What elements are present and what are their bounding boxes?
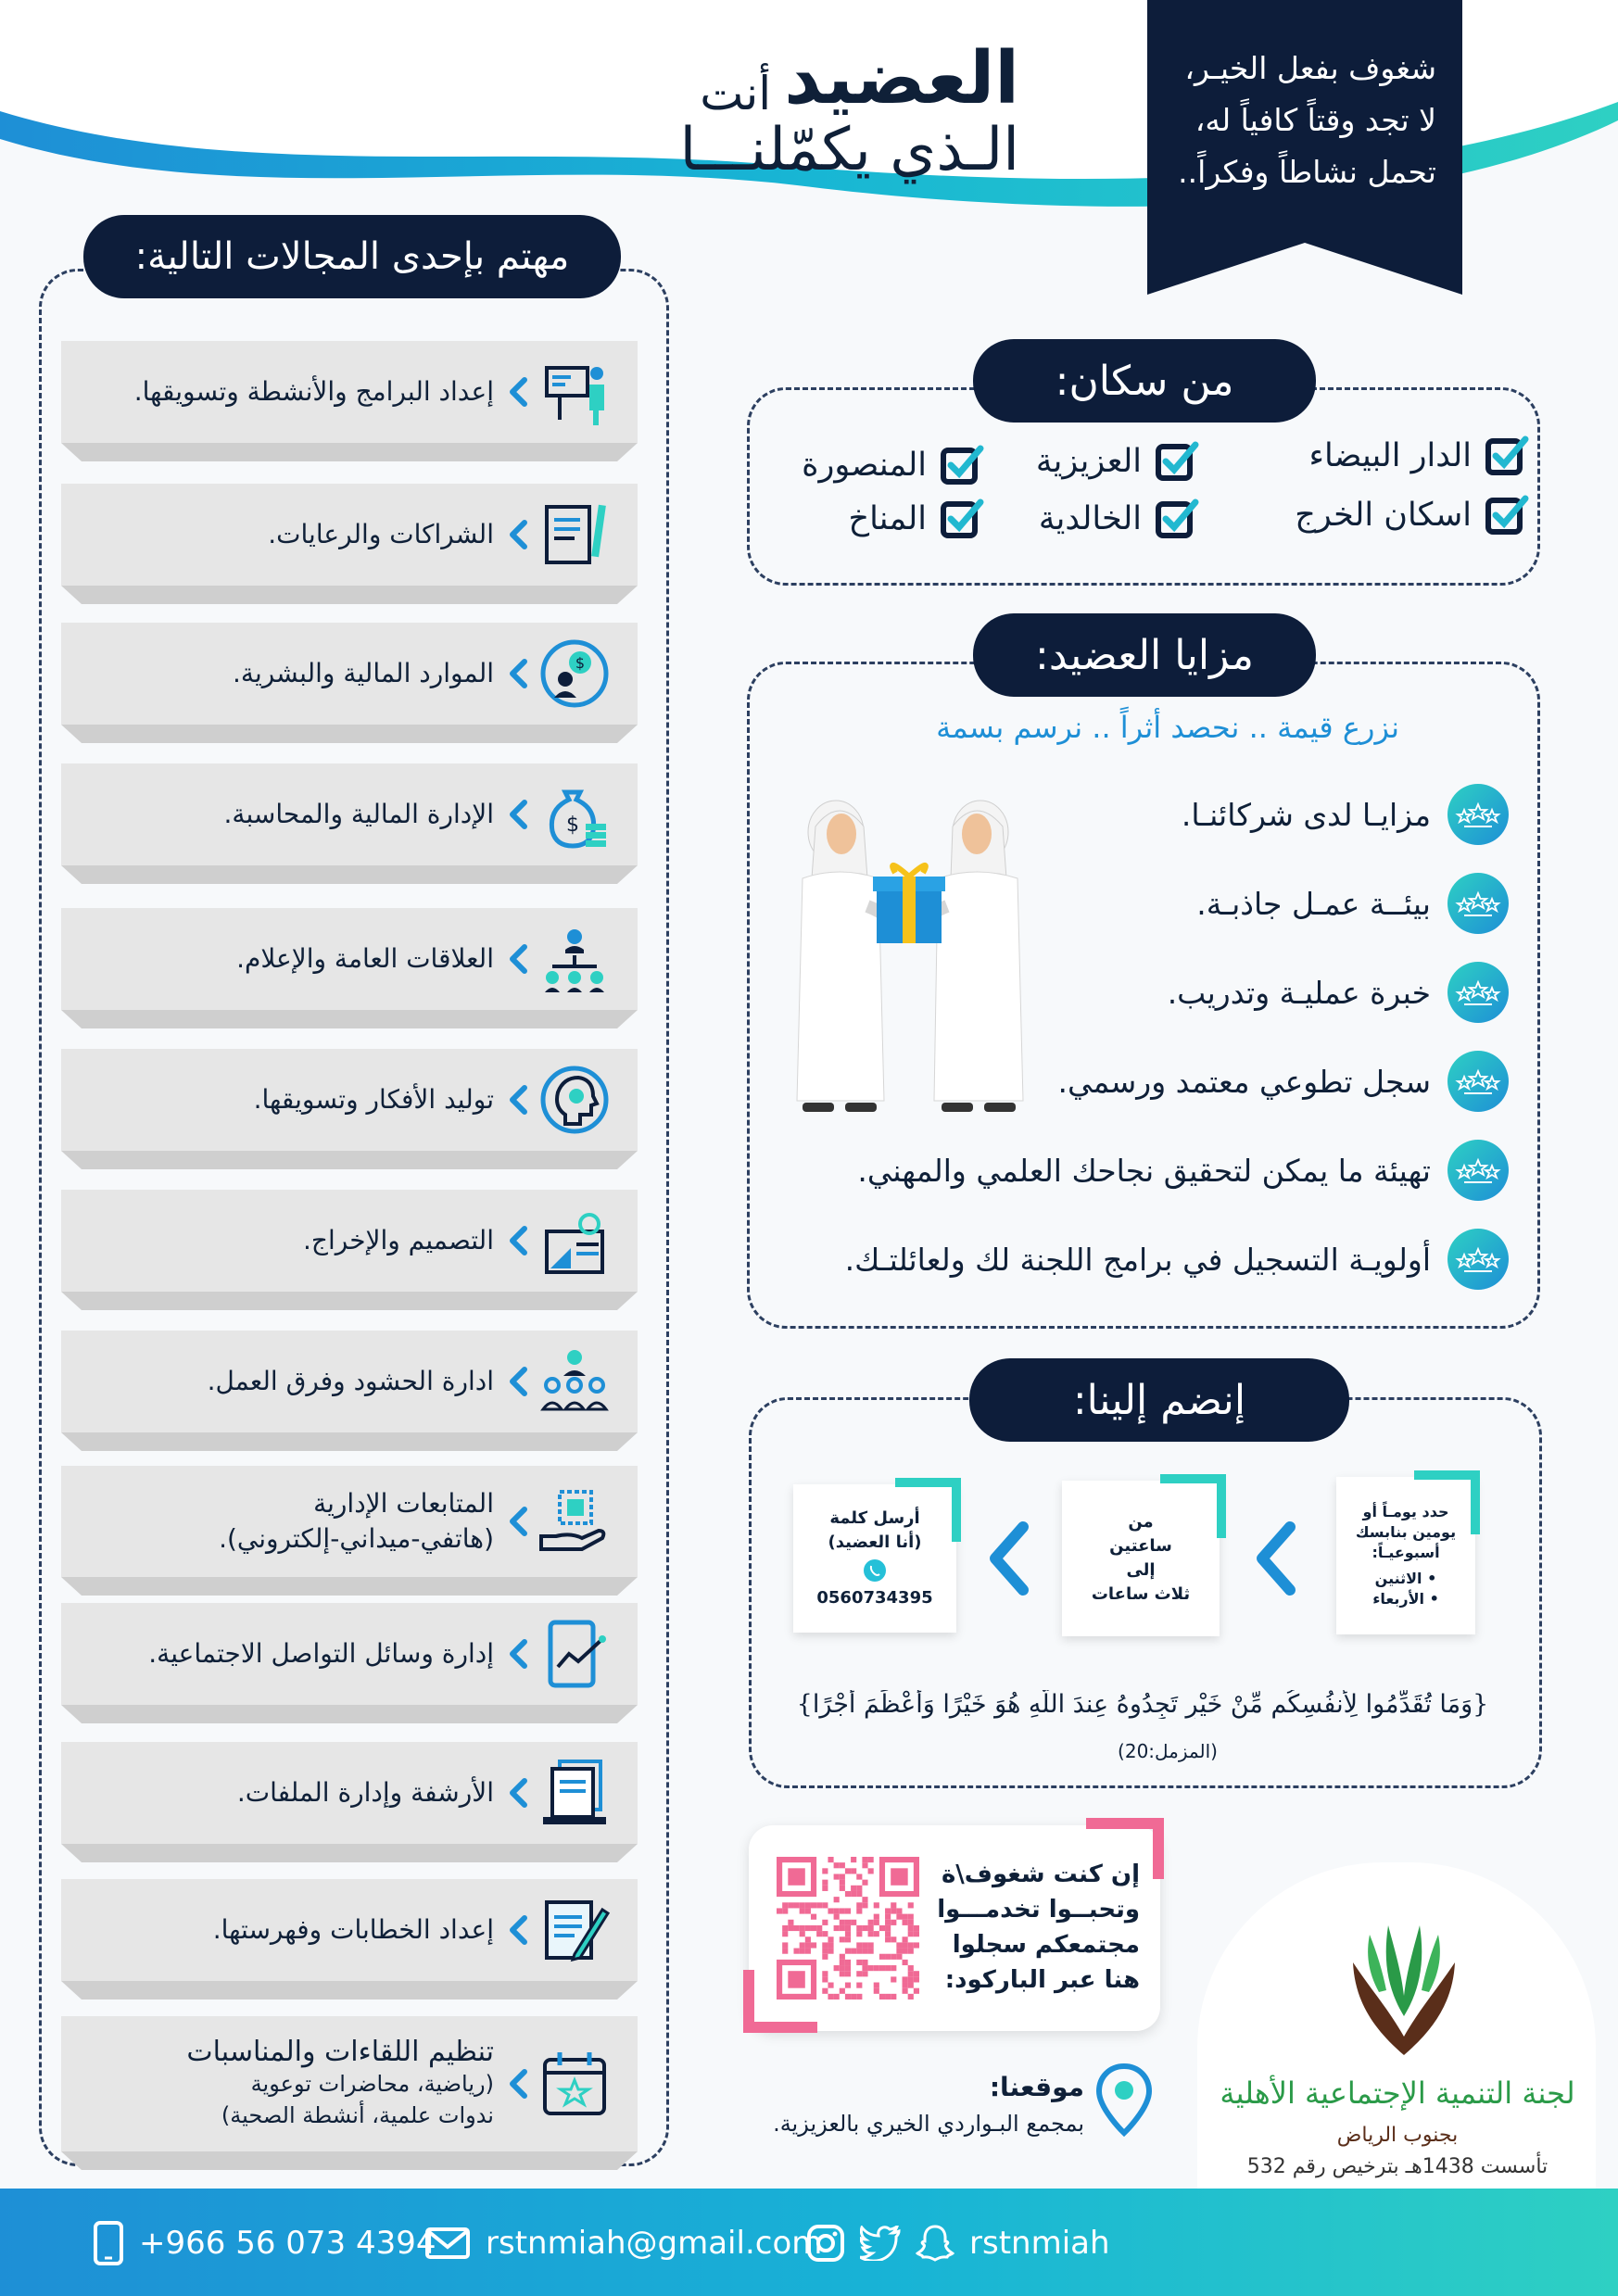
title-small-word: أنت: [700, 67, 772, 120]
field-row: [61, 763, 638, 865]
benefits-heading: [973, 613, 1316, 697]
benefit-label: أولويـة التسجيل في برامج اللجنة لك ولعائلتـك.: [844, 1241, 1431, 1278]
residents-heading-text: من سكان:: [1055, 357, 1234, 405]
field-row: [61, 908, 638, 1010]
footer-handle-text: rstnmiah: [969, 2225, 1110, 2262]
snapchat-icon: [916, 2224, 954, 2263]
resident-item-mansoura: [802, 443, 984, 487]
join-heading-text: إنضم إلينا:: [1072, 1376, 1246, 1424]
resident-item-azizia: [1036, 439, 1199, 484]
checkbox-checked-icon: [1485, 434, 1529, 478]
chevron-left-icon: [508, 1084, 528, 1116]
card-days-bullet2: • الأربعاء: [1372, 1590, 1439, 1608]
field-label: [74, 1879, 494, 1981]
footer-email[interactable]: [424, 2214, 822, 2272]
org-name: لجنة التنمية الإجتماعية الأهلية: [1220, 2075, 1575, 2111]
benefit-label: مزايـا لدى شركائنـا.: [1181, 796, 1431, 833]
location-text: بمجمع البـواردي الخيري بالعزيزية.: [773, 2111, 1084, 2137]
banner-line-2: لا تجد وقتاً كافياً له،: [1195, 102, 1436, 138]
archive-icon: [537, 1756, 612, 1830]
gift-exchange-illustration: [775, 776, 1043, 1138]
stars-badge-icon: [1446, 1227, 1511, 1292]
chevron-left-icon: [508, 943, 528, 975]
row-fold-shadow: [61, 1981, 638, 2000]
quran-verse-reference: (المزمل:20): [1118, 1740, 1218, 1762]
field-label: [74, 1466, 494, 1577]
chevron-left-icon: [508, 1506, 528, 1537]
field-label-line: الإدارة المالية والمحاسبة.: [223, 799, 494, 829]
checkbox-checked-icon: [1485, 493, 1529, 537]
chevron-left-icon: [508, 1366, 528, 1397]
org-license: تأسست 1438هـ بترخيص رقم 532: [1246, 2155, 1548, 2178]
head-gear-icon: [537, 1063, 612, 1137]
chevron-left-icon: [508, 1225, 528, 1256]
row-fold-shadow: [61, 1292, 638, 1310]
field-label: [74, 2016, 494, 2151]
title-big-word: العضيد: [784, 37, 1019, 120]
row-fold-shadow: [61, 1432, 638, 1451]
field-row: [61, 2016, 638, 2151]
row-fold-shadow: [61, 1705, 638, 1723]
field-label-line: ندوات علمية، أنشطة الصحية): [221, 2102, 494, 2128]
footer-phone[interactable]: [93, 2214, 436, 2272]
card-send-phone: 0560734395: [816, 1588, 933, 1608]
benefit-item: [845, 1227, 1511, 1292]
main-title-line1: [593, 19, 1019, 120]
design-tools-icon: [537, 1204, 612, 1278]
field-label: [74, 623, 494, 725]
field-label-line: المتابعات الإدارية: [313, 1488, 494, 1519]
benefits-tagline: نزرع قيمة .. نحصد أثراً .. نرسم بسمة: [936, 710, 1399, 745]
checkbox-checked-icon: [940, 497, 984, 541]
checkbox-checked-icon: [1155, 439, 1199, 484]
card-hours-line4: ثلاث ساعات: [1091, 1584, 1191, 1604]
qr-line-1: إن كنت شغوف\ة: [941, 1861, 1140, 1888]
whatsapp-icon: [863, 1558, 887, 1583]
resident-label: المنصورة: [802, 447, 927, 484]
card-days-line2: يومين بنابسك: [1355, 1523, 1457, 1541]
residents-heading: [973, 339, 1316, 423]
field-label-line: الموارد المالية والبشرية.: [233, 658, 494, 688]
row-fold-shadow: [61, 865, 638, 884]
letter-pen-icon: [537, 1893, 612, 1967]
field-label: [74, 908, 494, 1010]
benefit-item: [857, 1138, 1511, 1203]
fields-heading: [83, 215, 621, 298]
card-send-line1: أرسل كلمة: [829, 1508, 920, 1528]
benefit-item: [1182, 782, 1511, 847]
card-hours-line2: ساعتين: [1109, 1536, 1172, 1556]
network-people-icon: [537, 922, 612, 996]
main-title-line2: الـذي يكمّلنـــا: [679, 116, 1019, 184]
org-leaf-logo: [1334, 1907, 1473, 2064]
card-days-line3: أسبوعيـاً:: [1372, 1544, 1440, 1561]
presentation-icon: [537, 355, 612, 429]
qr-line-3: مجتمعكم سجلوا: [952, 1931, 1140, 1959]
twitter-icon: [860, 2226, 901, 2261]
row-fold-shadow: [61, 1010, 638, 1028]
field-label: [74, 1049, 494, 1151]
qr-box-text: [917, 1857, 1140, 1998]
resident-item-khalidiya: [1039, 497, 1199, 541]
benefit-item: [1168, 960, 1511, 1025]
benefit-label: بيئــة عمـل جاذبـة.: [1196, 885, 1431, 922]
calendar-star-icon: [537, 2047, 612, 2121]
field-row: [61, 1603, 638, 1705]
qr-code-icon[interactable]: [777, 1857, 919, 2000]
stars-badge-icon: [1446, 1049, 1511, 1114]
join-heading: [969, 1358, 1349, 1442]
row-fold-shadow: [61, 1151, 638, 1169]
row-fold-shadow: [61, 1844, 638, 1862]
row-fold-shadow: [61, 1577, 638, 1596]
chevron-left-icon: [508, 519, 528, 550]
benefit-item: [1058, 1049, 1511, 1114]
benefit-label: سجل تطوعي معتمد ورسمي.: [1057, 1063, 1431, 1100]
field-label: [74, 341, 494, 443]
field-row: [61, 341, 638, 443]
field-label: [74, 1331, 494, 1432]
hand-followup-icon: [537, 1484, 612, 1558]
footer-email-text: rstnmiah@gmail.com: [486, 2225, 823, 2262]
field-label: [74, 1190, 494, 1292]
resident-label: المناخ: [848, 500, 927, 537]
resident-label: الخالدية: [1038, 500, 1142, 537]
stars-badge-icon: [1446, 871, 1511, 936]
field-label-line: تنظيم اللقاءات والمناسبات: [186, 2036, 494, 2068]
chevron-left-icon: [1253, 1520, 1299, 1597]
contract-icon: [537, 498, 612, 572]
chevron-left-icon: [508, 1777, 528, 1809]
field-row: [61, 484, 638, 586]
field-row: [61, 1049, 638, 1151]
field-label-line: الشراكات والرعايات.: [268, 519, 494, 549]
row-fold-shadow: [61, 586, 638, 604]
card-send-line2: (أنا العضيد): [828, 1533, 922, 1552]
money-bag-icon: [537, 777, 612, 852]
chevron-left-icon: [508, 2068, 528, 2100]
field-label-line: توليد الأفكار وتسويقها.: [253, 1084, 494, 1115]
field-row: [61, 1190, 638, 1292]
field-label-line: إعداد البرامج والأنشطة وتسويقها.: [133, 376, 494, 407]
field-label-line: (رياضية، محاضرات توعوية: [250, 2071, 494, 2097]
field-label-line: ادارة الحشود وفرق العمل.: [207, 1366, 494, 1396]
field-label-line: (هاتفي-ميداني-إلكتروني).: [219, 1523, 494, 1554]
chevron-left-icon: [508, 658, 528, 689]
card-days-bullet1: • الاثنين: [1374, 1570, 1437, 1587]
card-hours-line1: من: [1128, 1512, 1154, 1532]
stars-badge-icon: [1446, 782, 1511, 847]
stars-badge-icon: [1446, 1138, 1511, 1203]
card-days-line1: حدد يومـاً أو: [1362, 1503, 1449, 1520]
resident-label: العزيزية: [1035, 443, 1142, 480]
field-label: [74, 1742, 494, 1844]
checkbox-checked-icon: [940, 443, 984, 487]
instagram-icon: [806, 2224, 845, 2263]
org-subtitle: بجنوب الرياض: [1336, 2124, 1459, 2147]
email-envelope-icon: [424, 2227, 471, 2260]
card-corner-accent: [890, 1475, 964, 1549]
field-label-line: إعداد الخطابات وفهرستها.: [212, 1914, 494, 1945]
tablet-chart-icon: [537, 1617, 612, 1691]
location-pin-icon: [1095, 2063, 1153, 2137]
benefit-label: تهيئة ما يمكن لتحقيق نجاحك العلمي والمهني.: [857, 1152, 1431, 1189]
field-label-line: إدارة وسائل التواصل الاجتماعية.: [148, 1638, 494, 1669]
row-fold-shadow: [61, 2151, 638, 2170]
field-label: [74, 484, 494, 586]
checkbox-checked-icon: [1155, 497, 1199, 541]
footer-social[interactable]: [806, 2214, 1110, 2272]
card-hours-line3: إلى: [1126, 1560, 1156, 1580]
qr-line-2: وتحبــوا تخدمـــوا: [937, 1896, 1140, 1924]
benefits-heading-text: مزايا العضيد:: [1035, 631, 1254, 679]
row-fold-shadow: [61, 725, 638, 743]
svg-text:$: $: [575, 654, 586, 672]
field-row: [61, 1466, 638, 1577]
field-label: [74, 763, 494, 865]
field-row: [61, 623, 638, 725]
bullet-label: الاثنين: [1374, 1570, 1422, 1587]
benefit-label: خبرة عمليـة وتدريب.: [1167, 974, 1431, 1011]
quran-verse: {وَمَا تُقَدِّمُوا لِأَنفُسِكُم مِّنْ خَيْرٍ تَجِدُوهُ عِندَ اللَّهِ هُوَ خَيْرًا وَأَعْظَمَ أَجْرًا}: [796, 1690, 1489, 1719]
field-row: [61, 1879, 638, 1981]
bullet-label: الأربعاء: [1372, 1590, 1425, 1608]
field-label-line: التصميم والإخراج.: [303, 1225, 494, 1255]
team-icon: [537, 1344, 612, 1419]
fields-heading-text: مهتم بإحدى المجالات التالية:: [134, 235, 570, 278]
resident-label: اسكان الخرج: [1295, 497, 1472, 534]
chevron-left-icon: [508, 376, 528, 408]
field-row: [61, 1331, 638, 1432]
card-corner-accent: [1155, 1471, 1229, 1545]
row-fold-shadow: [61, 443, 638, 461]
field-row: [61, 1742, 638, 1844]
footer-phone-text: +966 56 073 4394: [139, 2225, 436, 2262]
resident-label: الدار البيضاء: [1308, 437, 1472, 474]
banner-text: [1158, 43, 1436, 198]
banner-line-1: شغوف بفعل الخيـر،: [1184, 50, 1436, 86]
resident-item-iskan-alkharj: [1295, 493, 1529, 537]
resident-item-manakh: [849, 497, 984, 541]
field-label-line: الأرشفة وإدارة الملفات.: [236, 1777, 494, 1808]
resident-item-dar-albaida: [1309, 434, 1530, 478]
benefit-item: [1196, 871, 1511, 936]
mobile-phone-icon: [93, 2220, 124, 2266]
banner-line-3: تحمل نشاطاً وفكراً..: [1178, 154, 1436, 190]
qr-line-4: هنا عبر الباركود:: [944, 1966, 1140, 1994]
chevron-left-icon: [508, 1638, 528, 1670]
chevron-left-icon: [986, 1520, 1032, 1597]
location-title: موقعنا:: [989, 2072, 1084, 2102]
field-label: [74, 1603, 494, 1705]
svg-text:$: $: [566, 814, 579, 837]
chevron-left-icon: [508, 799, 528, 830]
finance-person-icon: [537, 637, 612, 711]
field-label-line: العلاقات العامة والإعلام.: [236, 943, 494, 974]
chevron-left-icon: [508, 1914, 528, 1946]
card-corner-accent: [1409, 1468, 1483, 1542]
stars-badge-icon: [1446, 960, 1511, 1025]
